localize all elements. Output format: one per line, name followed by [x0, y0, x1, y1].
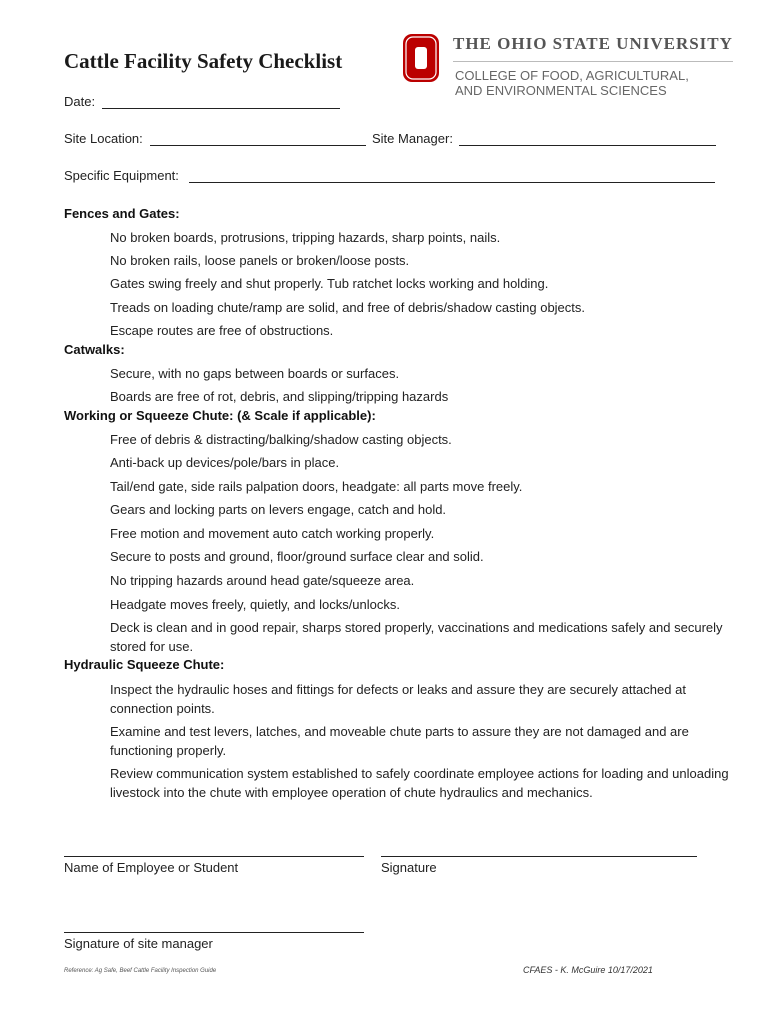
manager-signature-field[interactable] — [64, 932, 364, 933]
employee-name-label: Name of Employee or Student — [64, 860, 239, 875]
specific-equipment-field[interactable] — [189, 182, 715, 183]
checklist-item[interactable]: Free motion and movement auto catch working properly. — [110, 526, 435, 541]
checklist-item[interactable]: Secure, with no gaps between boards or surfaces. — [110, 366, 400, 381]
logo-divider — [453, 61, 733, 62]
date-label: Date: — [64, 94, 96, 109]
employee-name-field[interactable] — [64, 856, 364, 857]
site-manager-field[interactable] — [459, 145, 716, 146]
checklist-item[interactable]: Gears and locking parts on levers engage, catch and hold. — [110, 502, 447, 517]
checklist-item[interactable]: No broken rails, loose panels or broken/loose posts. — [110, 253, 410, 268]
checklist-item[interactable]: Inspect the hydraulic hoses and fittings for defects or leaks and assure they are securely attached at connection points. — [110, 682, 686, 716]
block-o-icon — [403, 34, 439, 82]
checklist-item[interactable]: Secure to posts and ground, floor/ground surface clear and solid. — [110, 549, 484, 564]
university-logo — [401, 32, 741, 102]
checklist-item[interactable]: Review communication system established to safely coordinate employee actions for loading and unloading livestock into the chute with employee operation of chute hydraulics and mechanics. — [110, 766, 729, 800]
checklist-item[interactable]: Examine and test levers, latches, and moveable chute parts to assure they are not damaged and are functioning properly. — [110, 724, 689, 758]
site-location-label: Site Location: — [64, 131, 143, 146]
date-field[interactable] — [102, 108, 340, 109]
checklist-item[interactable]: Anti-back up devices/pole/bars in place. — [110, 455, 340, 470]
university-name: THE OHIO STATE UNIVERSITY — [453, 34, 733, 53]
checklist-item[interactable]: No broken boards, protrusions, tripping hazards, sharp points, nails. — [110, 230, 501, 245]
college-name — [455, 68, 689, 98]
checklist-item[interactable]: Escape routes are free of obstructions. — [110, 323, 334, 338]
checklist-item[interactable]: Tail/end gate, side rails palpation doors, headgate: all parts move freely. — [110, 479, 523, 494]
section-heading-hydraulic: Hydraulic Squeeze Chute: — [64, 657, 225, 672]
checklist-item[interactable]: No tripping hazards around head gate/squeeze area. — [110, 573, 415, 588]
section-heading-fences: Fences and Gates: — [64, 206, 180, 221]
site-location-field[interactable] — [150, 145, 366, 146]
college-line-1: COLLEGE OF FOOD, AGRICULTURAL, — [455, 68, 689, 83]
section-heading-squeeze-chute: Working or Squeeze Chute: (& Scale if applicable): — [64, 408, 376, 423]
site-manager-label: Site Manager: — [372, 131, 453, 146]
footer-credit: CFAES - K. McGuire 10/17/2021 — [523, 965, 653, 975]
footer-reference: Reference: Ag Safe, Beef Cattle Facility Inspection Guide — [64, 968, 217, 974]
signature-field[interactable] — [381, 856, 697, 857]
checklist-item[interactable]: Boards are free of rot, debris, and slipping/tripping hazards — [110, 389, 449, 404]
specific-equipment-label: Specific Equipment: — [64, 168, 179, 183]
page-title: Cattle Facility Safety Checklist — [64, 49, 343, 73]
checklist-item[interactable]: Gates swing freely and shut properly. Tub ratchet locks working and holding. — [110, 276, 549, 291]
section-heading-catwalks: Catwalks: — [64, 342, 125, 357]
checklist-item[interactable]: Deck is clean and in good repair, sharps stored properly, vaccinations and medications safely and securely stored for use. — [110, 620, 723, 654]
checklist-item[interactable]: Treads on loading chute/ramp are solid, and free of debris/shadow casting objects. — [110, 300, 586, 315]
signature-label: Signature — [381, 860, 437, 875]
manager-signature-label: Signature of site manager — [64, 936, 213, 951]
checklist-item[interactable]: Free of debris & distracting/balking/shadow casting objects. — [110, 432, 452, 447]
college-line-2: AND ENVIRONMENTAL SCIENCES — [455, 83, 667, 98]
checklist-item[interactable]: Headgate moves freely, quietly, and locks/unlocks. — [110, 597, 400, 612]
